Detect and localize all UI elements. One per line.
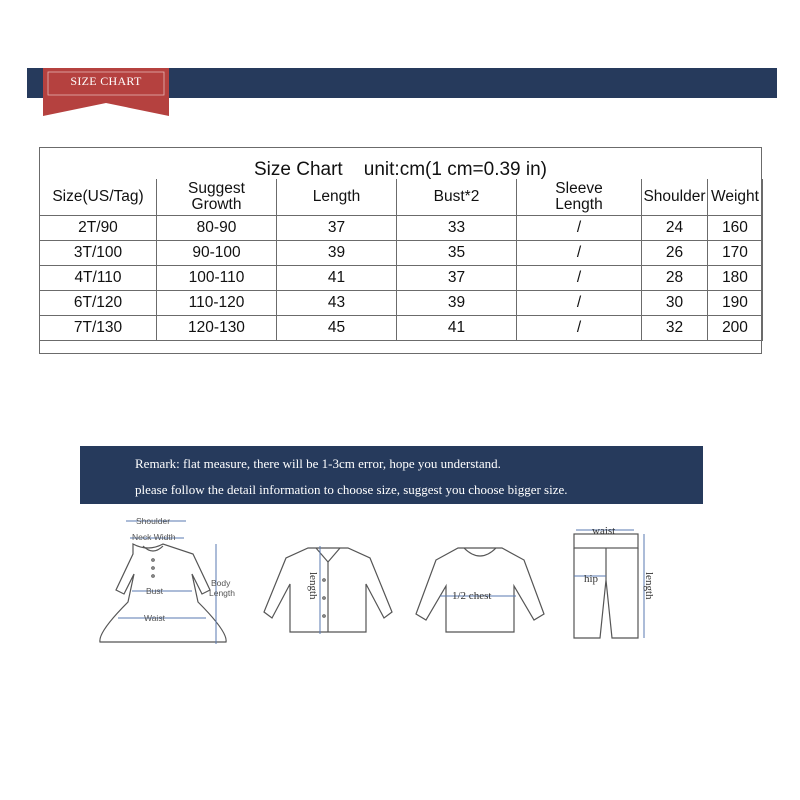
table-cell: 35 [397,241,517,266]
column-header-line: Weight [711,188,759,205]
table-cell: 110-120 [157,291,277,316]
table-cell: 37 [397,266,517,291]
column-header [277,179,397,216]
table-row [40,316,763,341]
column-header-line: Size(US/Tag) [52,188,144,205]
table-cell: 39 [397,291,517,316]
table-cell: 200 [708,316,763,341]
table-row [40,291,763,316]
table-cell: 6T/120 [40,291,157,316]
column-header-line: Length [312,188,361,205]
table-cell: 24 [642,216,708,241]
table-cell: 28 [642,266,708,291]
size-chart-badge [43,68,169,116]
column-header-line: Growth [191,196,242,213]
table-cell: / [517,241,642,266]
table-title: Size Chart unit:cm(1 cm=0.39 in) [253,159,548,180]
dress-shoulder-label: Shoulder [136,516,171,526]
table-body [40,216,763,341]
table-cell: 170 [708,241,763,266]
column-header [642,179,708,216]
table-cell: 43 [277,291,397,316]
size-chart-table-frame [39,147,762,354]
table-cell: 160 [708,216,763,241]
dress-neck-width-label: Neck Width [132,532,176,542]
column-header [517,179,642,216]
table-cell: 37 [277,216,397,241]
shirt-measure-diagram [258,540,398,645]
table-cell: / [517,316,642,341]
table-cell: 100-110 [157,266,277,291]
table-cell: 2T/90 [40,216,157,241]
table-cell: 4T/110 [40,266,157,291]
column-header-line: Shoulder [643,188,706,205]
table-cell: 7T/130 [40,316,157,341]
column-header [157,179,277,216]
remark-banner [80,446,703,504]
table-cell: / [517,266,642,291]
table-cell: 90-100 [157,241,277,266]
column-header-line: Bust*2 [433,188,480,205]
shirt-length-label: length [307,572,319,600]
table-row [40,216,763,241]
column-header-line: Length [555,196,603,213]
table-row [40,266,763,291]
table-cell: 45 [277,316,397,341]
table-cell: 180 [708,266,763,291]
table-cell: 32 [642,316,708,341]
table-cell: 80-90 [157,216,277,241]
table-cell: / [517,291,642,316]
column-header [397,179,517,216]
sweater-measure-diagram [410,540,550,645]
table-cell: 26 [642,241,708,266]
column-header-line: Sleeve [555,180,603,197]
dress-body-length-label-1: Body [211,578,231,588]
table-header-row [40,179,763,216]
column-header [40,179,157,216]
dress-bust-label: Bust [146,586,164,596]
size-table [39,179,763,341]
table-cell: / [517,216,642,241]
pants-length-label: length [643,572,655,600]
pants-waist-label: waist [592,525,616,537]
pants-hip-label: hip [584,573,599,585]
table-cell: 190 [708,291,763,316]
dress-waist-label: Waist [144,613,165,623]
dress-body-length-label-2: Length [209,588,235,598]
table-cell: 30 [642,291,708,316]
sweater-chest-label: 1/2 chest [452,590,492,602]
table-cell: 3T/100 [40,241,157,266]
table-row [40,241,763,266]
table-cell: 41 [277,266,397,291]
column-header-line: Suggest [188,180,245,197]
remark-line-1: Remark: flat measure, there will be 1-3cm error, hope you understand. [135,456,501,471]
table-cell: 41 [397,316,517,341]
pants-measure-diagram [566,520,676,650]
table-cell: 120-130 [157,316,277,341]
badge-label: SIZE CHART [70,74,142,88]
dress-measure-diagram [88,512,248,657]
remark-line-2: please follow the detail information to choose size, suggest you choose bigger size. [135,482,568,497]
column-header [708,179,763,216]
table-cell: 39 [277,241,397,266]
table-cell: 33 [397,216,517,241]
